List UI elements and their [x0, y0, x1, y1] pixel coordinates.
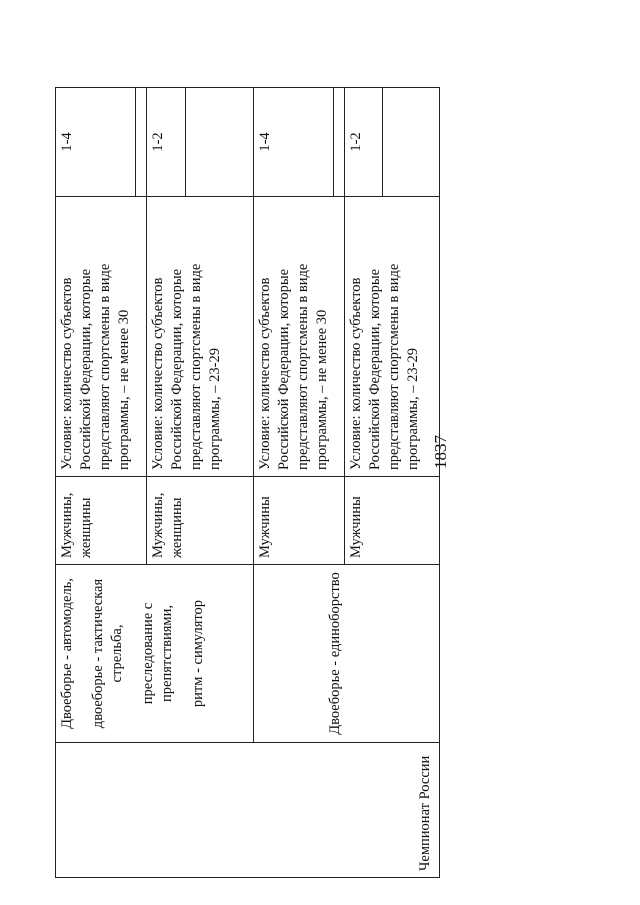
empty-cell: [185, 88, 253, 197]
discipline-line: преследование с препятствиями,: [140, 602, 175, 705]
condition-cell: Условие: количество субъектов Российской Федерации, которые представляют спортсмены в виде программы, – не менее 30: [56, 197, 147, 477]
age-cell: 1-2: [345, 88, 383, 197]
gender-cell: Мужчины: [253, 477, 344, 565]
condition-cell: Условие: количество субъектов Российской Федерации, которые представляют спортсмены в виде программы, – 23-29: [345, 197, 440, 477]
empty-cell: [383, 88, 440, 197]
competition-table: [55, 87, 440, 878]
discipline-cell-group1: [56, 565, 254, 743]
competition-cell: [56, 743, 440, 878]
age-cell: 1-4: [56, 88, 136, 197]
discipline-line: Двоеборье - автомодель,: [59, 578, 75, 729]
discipline-line: двоеборье - тактическая стрельба,: [90, 578, 125, 729]
age-cell: 1-2: [147, 88, 185, 197]
empty-cell: [333, 88, 344, 197]
gender-cell: Мужчины, женщины: [147, 477, 253, 565]
discipline-line: ритм - симулятор: [190, 599, 206, 708]
gender-cell: Мужчины, женщины: [56, 477, 147, 565]
table-row: [56, 88, 136, 878]
discipline-name: Двоеборье - единоборство: [326, 572, 343, 735]
empty-cell: [136, 88, 147, 197]
competition-name: Чемпионат России: [417, 755, 433, 871]
condition-cell: Условие: количество субъектов Российской Федерации, которые представляют спортсмены в виде программы, – 23-29: [147, 197, 253, 477]
discipline-cell-group2: [253, 565, 439, 743]
age-cell: 1-4: [253, 88, 333, 197]
gender-cell: Мужчины: [345, 477, 440, 565]
rotated-table-container: [55, 88, 440, 878]
page-number: 1837: [431, 435, 450, 469]
condition-cell: Условие: количество субъектов Российской Федерации, которые представляют спортсмены в виде программы, – не менее 30: [253, 197, 344, 477]
